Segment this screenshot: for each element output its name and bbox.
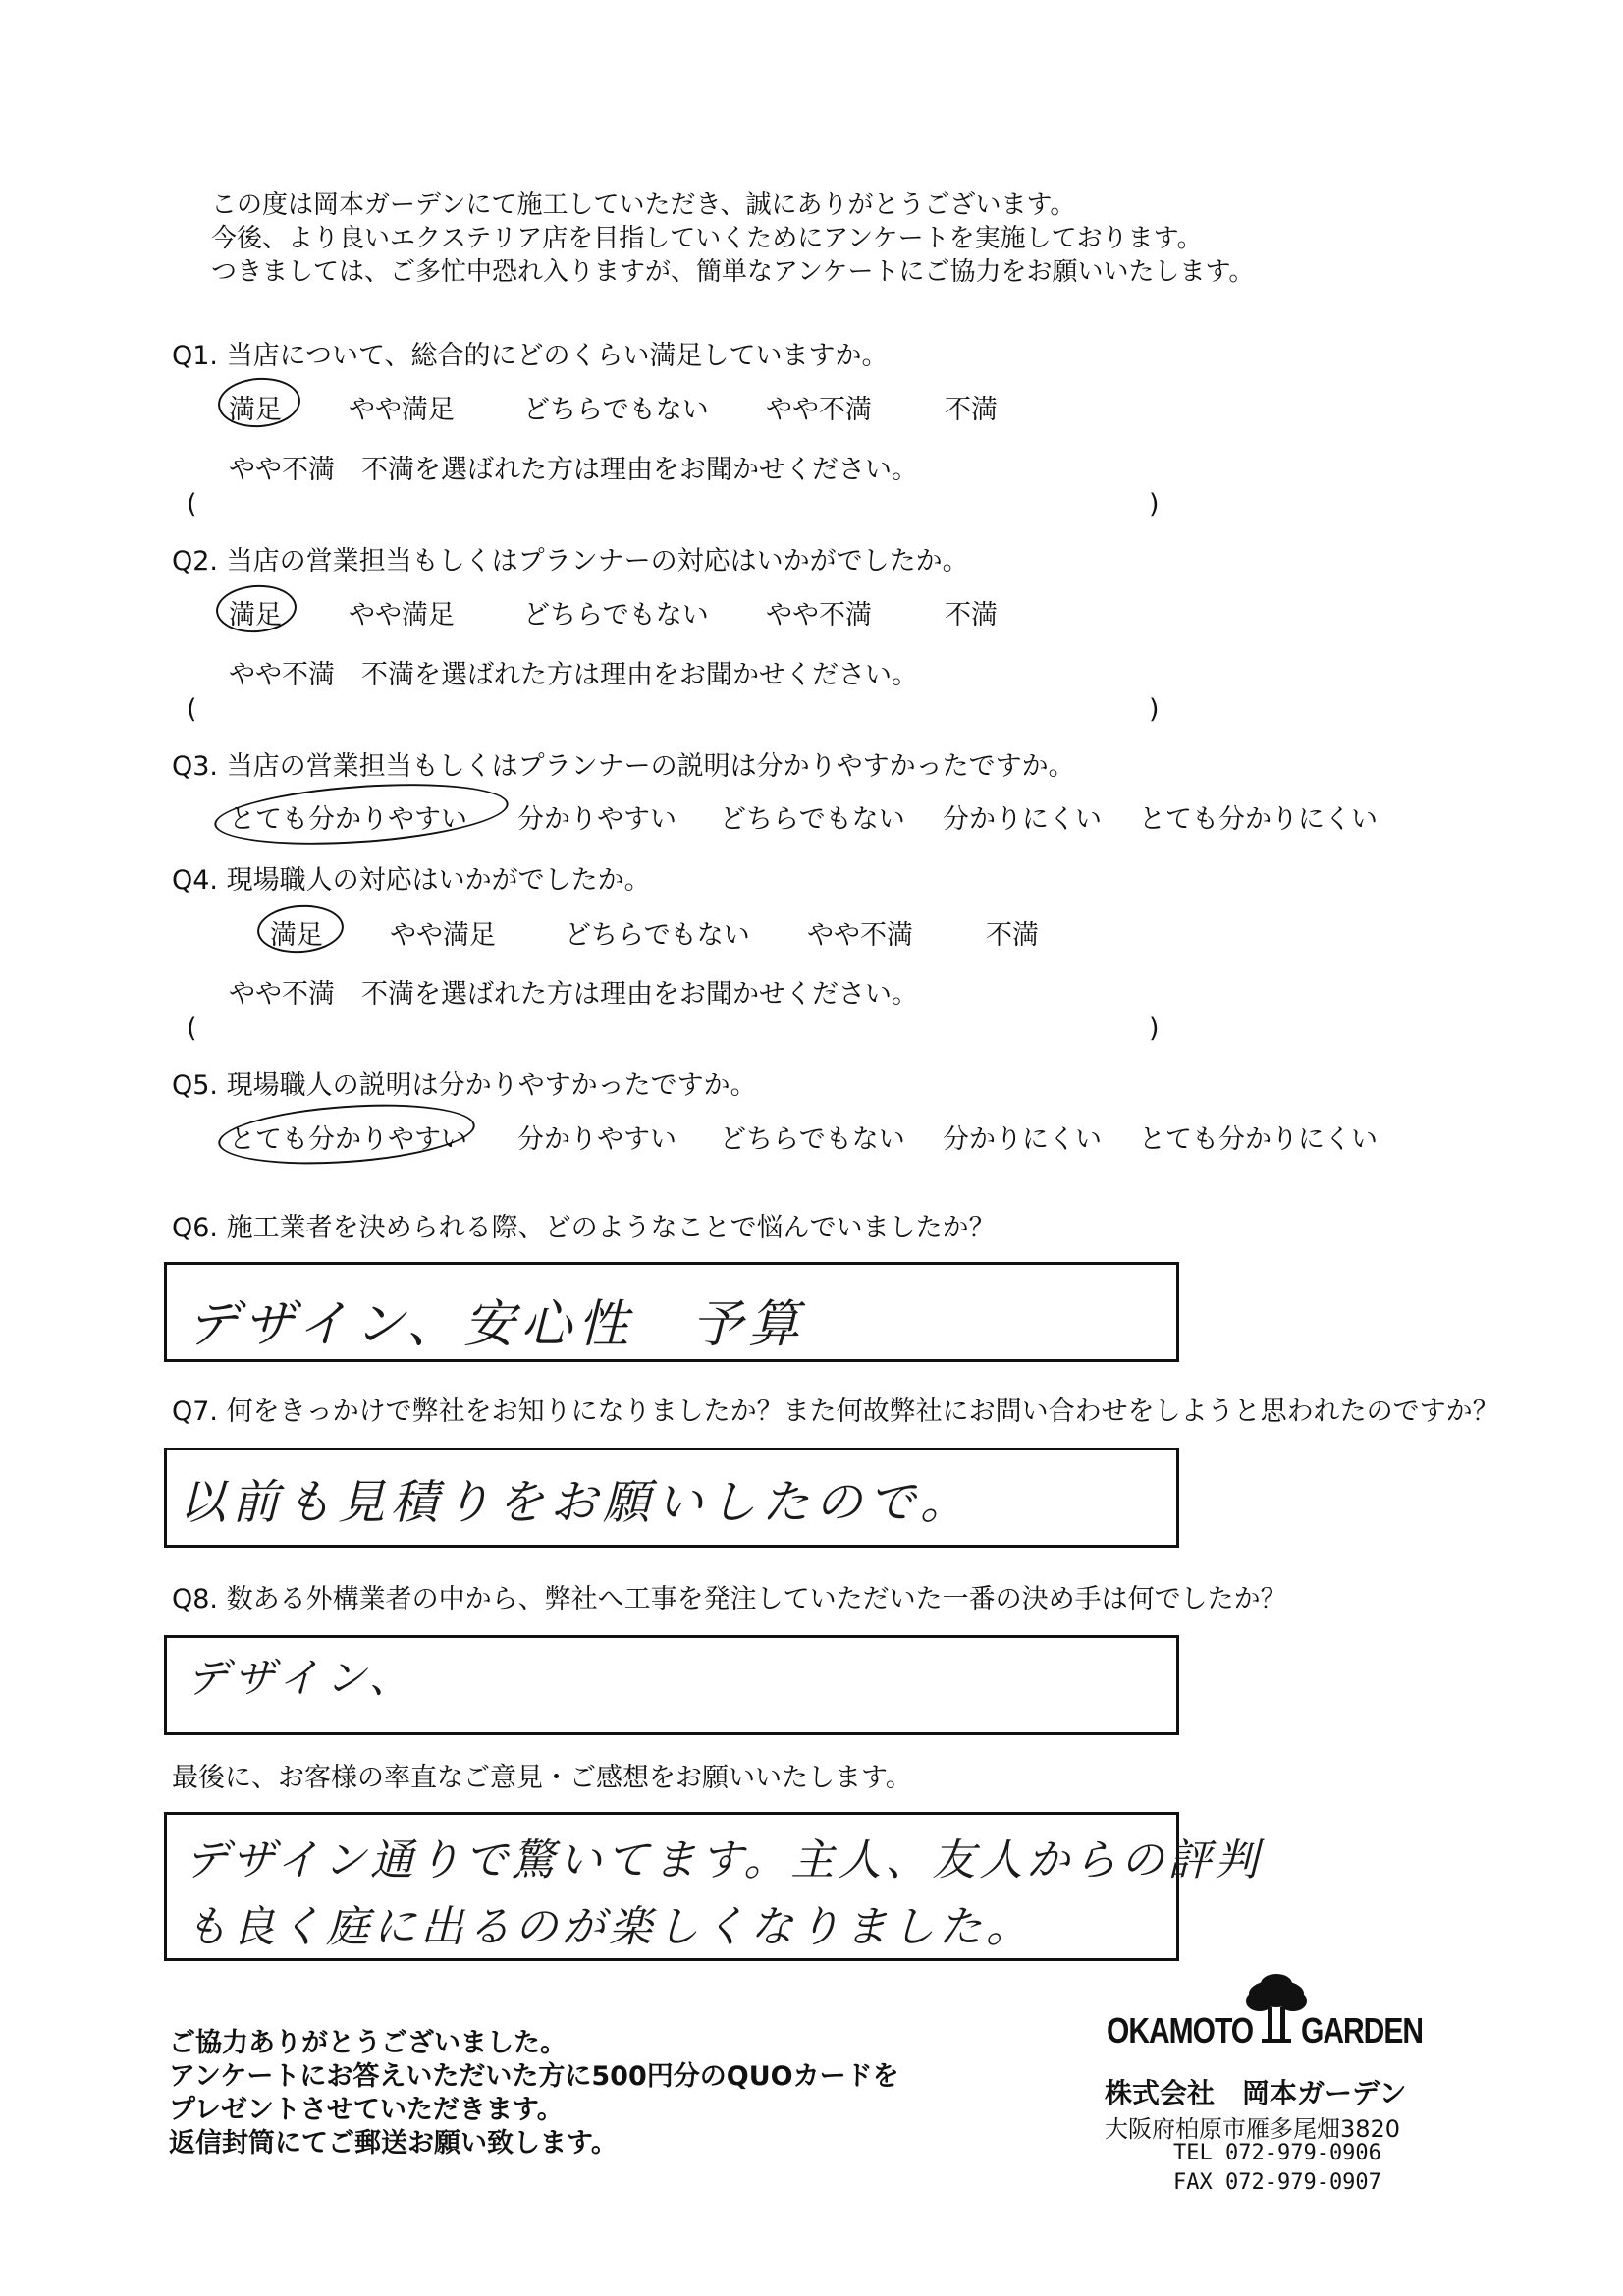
q4-option-3[interactable]: どちらでもない [565, 920, 750, 951]
q5-option-4[interactable]: 分かりにくい [943, 1124, 1102, 1155]
q4-reason-prompt: やや不満 不満を選ばれた方は理由をお聞かせください。 [229, 979, 918, 1010]
q4-option-5[interactable]: 不満 [986, 920, 1039, 951]
q4-paren-close: ) [1149, 1013, 1160, 1044]
company-fax: FAX 072-979-0907 [1173, 2170, 1381, 2195]
q4-option-4[interactable]: やや不満 [807, 920, 913, 951]
q3-option-3[interactable]: どちらでもない [720, 804, 905, 835]
q4-option-2[interactable]: やや満足 [390, 920, 496, 951]
q8-answer-box[interactable] [164, 1635, 1179, 1735]
intro-line-3: つきましては、ご多忙中恐れ入りますが、簡単なアンケートにご協力をお願いいたします。 [211, 257, 1255, 287]
q2-option-4[interactable]: やや不満 [766, 600, 872, 630]
company-tel: TEL 072-979-0906 [1173, 2141, 1381, 2165]
intro-line-1: この度は岡本ガーデンにて施工していただき、誠にありがとうございます。 [211, 191, 1076, 220]
q5-option-5[interactable]: とても分かりにくい [1139, 1124, 1378, 1155]
q1-paren-close: ) [1149, 489, 1160, 519]
q2-option-3[interactable]: どちらでもない [523, 600, 709, 630]
logo-text-right: GARDEN [1301, 2011, 1424, 2051]
q2-option-1[interactable]: 満足 [229, 600, 282, 630]
company-name: 株式会社 岡本ガーデン [1105, 2077, 1407, 2109]
q1-text: Q1. 当店について、総合的にどのくらい満足していますか。 [172, 341, 889, 371]
q6-answer-box[interactable] [164, 1262, 1179, 1362]
q3-option-2[interactable]: 分かりやすい [517, 804, 676, 835]
logo-text-left: OKAMOTO [1107, 2011, 1254, 2051]
q4-option-1[interactable]: 満足 [270, 920, 323, 951]
q7-answer: 以前も見積りをお願いしたので。 [179, 1475, 974, 1530]
q7-answer-box[interactable] [164, 1448, 1179, 1548]
q5-option-1[interactable]: とても分かりやすい [229, 1124, 467, 1155]
q7-text: Q7. 何をきっかけで弊社をお知りになりましたか？また何故弊社にお問い合わせをしようと思われたのですか？ [172, 1396, 1499, 1427]
q8-text: Q8. 数ある外構業者の中から、弊社へ工事を発注していただいた一番の決め手は何でしたか？ [172, 1584, 1287, 1614]
q2-paren-open: ( [187, 694, 197, 725]
footer-line-2: アンケートにお答えいただいた方に500円分のQUOカードを [169, 2061, 899, 2092]
q3-text: Q3. 当店の営業担当もしくはプランナーの説明は分かりやすかったですか。 [172, 751, 1075, 782]
final-text: 最後に、お客様の率直なご意見・ご感想をお願いいたします。 [172, 1763, 912, 1793]
q5-option-3[interactable]: どちらでもない [720, 1124, 905, 1155]
q2-option-5[interactable]: 不満 [945, 600, 998, 630]
q1-option-2[interactable]: やや満足 [349, 395, 455, 425]
q4-text: Q4. 現場職人の対応はいかがでしたか。 [172, 865, 651, 896]
q5-text: Q5. 現場職人の説明は分かりやすかったですか。 [172, 1070, 757, 1101]
q1-option-4[interactable]: やや不満 [766, 395, 872, 425]
q2-reason-prompt: やや不満 不満を選ばれた方は理由をお聞かせください。 [229, 660, 918, 690]
q2-paren-close: ) [1149, 694, 1160, 725]
q8-answer: デザイン、 [187, 1654, 416, 1702]
q1-paren-open: ( [187, 489, 197, 519]
final-answer-line-1: デザイン通りで驚いてます。主人、友人からの評判 [185, 1835, 1263, 1886]
footer-line-1: ご協力ありがとうございました。 [169, 2028, 567, 2058]
q4-paren-open: ( [187, 1013, 197, 1044]
final-answer-line-2: も良く庭に出るのが楽しくなりました。 [185, 1902, 1033, 1952]
q3-option-4[interactable]: 分かりにくい [943, 804, 1102, 835]
q3-option-1[interactable]: とても分かりやすい [229, 804, 467, 835]
q5-option-2[interactable]: 分かりやすい [517, 1124, 676, 1155]
q1-option-5[interactable]: 不満 [945, 395, 998, 425]
company-logo [1105, 1972, 1429, 2050]
q1-option-1[interactable]: 満足 [229, 395, 282, 425]
q2-text: Q2. 当店の営業担当もしくはプランナーの対応はいかがでしたか。 [172, 546, 969, 576]
footer-line-3: プレゼントさせていただきます。 [169, 2095, 564, 2125]
footer-line-4: 返信封筒にてご郵送お願い致します。 [169, 2128, 618, 2159]
q1-option-3[interactable]: どちらでもない [523, 395, 709, 425]
q1-reason-prompt: やや不満 不満を選ばれた方は理由をお聞かせください。 [229, 455, 918, 485]
q6-answer: デザイン、安心性 予算 [187, 1295, 806, 1354]
q2-option-2[interactable]: やや満足 [349, 600, 455, 630]
intro-line-2: 今後、より良いエクステリア店を目指していくためにアンケートを実施しております。 [211, 224, 1203, 253]
company-address: 大阪府柏原市雁多尾畑3820 [1105, 2115, 1401, 2143]
q6-text: Q6. 施工業者を決められる際、どのようなことで悩んでいましたか？ [172, 1213, 996, 1243]
final-answer-box[interactable] [164, 1812, 1263, 1961]
q3-option-5[interactable]: とても分かりにくい [1139, 804, 1378, 835]
